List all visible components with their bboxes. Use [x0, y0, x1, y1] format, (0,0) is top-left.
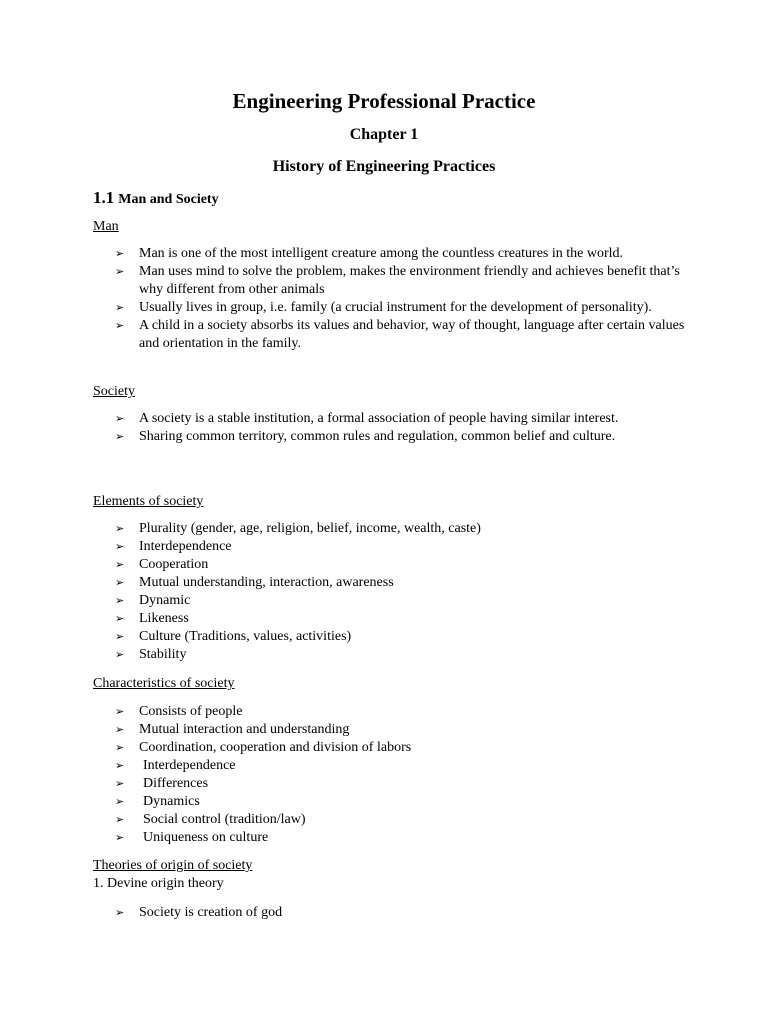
- arrowhead-bullet-icon: ➢: [115, 265, 125, 278]
- list-item: ➢ Differences: [115, 776, 209, 791]
- list-item: ➢ Mutual interaction and understanding: [115, 722, 350, 737]
- arrowhead-bullet-icon: ➢: [115, 247, 125, 260]
- society-heading: Society: [93, 384, 135, 399]
- theories-list: [115, 904, 695, 922]
- list-item: ➢ Consists of people: [115, 704, 243, 719]
- arrowhead-bullet-icon: ➢: [115, 540, 125, 553]
- arrowhead-bullet-icon: ➢: [115, 630, 125, 643]
- list-item: ➢ Dynamics: [115, 794, 200, 809]
- list-item: ➢ Sharing common territory, common rules and regulation, common belief and culture.: [115, 429, 616, 444]
- list-item: ➢ Man is one of the most intelligent creature among the countless creatures in the world.: [115, 246, 624, 261]
- theories-heading: Theories of origin of society: [93, 858, 253, 873]
- chapter-subtitle: History of Engineering Practices: [272, 158, 496, 175]
- arrowhead-bullet-icon: ➢: [115, 412, 125, 425]
- list-item: ➢ Coordination, cooperation and division of labors: [115, 740, 412, 755]
- man-heading: Man: [93, 219, 119, 234]
- list-item: ➢ Likeness: [115, 611, 189, 626]
- arrowhead-bullet-icon: ➢: [115, 522, 125, 535]
- arrowhead-bullet-icon: ➢: [115, 777, 125, 790]
- arrowhead-bullet-icon: ➢: [115, 759, 125, 772]
- list-item: ➢ Society is creation of god: [115, 905, 283, 920]
- arrowhead-bullet-icon: ➢: [115, 319, 125, 332]
- list-item: ➢ Interdependence: [115, 758, 236, 773]
- list-item: ➢ A child in a society absorbs its values and behavior, way of thought, language after certain values and orientation in the family.: [115, 318, 685, 351]
- list-item: ➢ Mutual understanding, interaction, awareness: [115, 575, 394, 590]
- arrowhead-bullet-icon: ➢: [115, 723, 125, 736]
- elements-heading: Elements of society: [93, 494, 204, 509]
- elements-list: [115, 520, 695, 664]
- arrowhead-bullet-icon: ➢: [115, 741, 125, 754]
- arrowhead-bullet-icon: ➢: [115, 430, 125, 443]
- characteristics-list: [115, 703, 695, 847]
- man-list: [115, 245, 695, 353]
- society-list: [115, 410, 695, 446]
- list-item: ➢ A society is a stable institution, a formal association of people having similar interest.: [115, 411, 619, 426]
- list-item: ➢ Usually lives in group, i.e. family (a crucial instrument for the development of personality).: [115, 300, 652, 315]
- arrowhead-bullet-icon: ➢: [115, 813, 125, 826]
- characteristics-heading: Characteristics of society: [93, 676, 235, 691]
- arrowhead-bullet-icon: ➢: [115, 906, 125, 919]
- section-heading: [93, 186, 219, 212]
- chapter-heading: Chapter 1: [349, 126, 419, 143]
- arrowhead-bullet-icon: ➢: [115, 301, 125, 314]
- arrowhead-bullet-icon: ➢: [115, 558, 125, 571]
- section-number: 1.1: [93, 188, 115, 207]
- list-item: ➢ Culture (Traditions, values, activities): [115, 629, 352, 644]
- arrowhead-bullet-icon: ➢: [115, 594, 125, 607]
- arrowhead-bullet-icon: ➢: [115, 612, 125, 625]
- list-item: ➢ Social control (tradition/law): [115, 812, 306, 827]
- arrowhead-bullet-icon: ➢: [115, 648, 125, 661]
- arrowhead-bullet-icon: ➢: [115, 795, 125, 808]
- list-item: ➢ Interdependence: [115, 539, 232, 554]
- document-title: Engineering Professional Practice: [232, 89, 536, 113]
- list-item: ➢ Cooperation: [115, 557, 209, 572]
- list-item: ➢ Uniqueness on culture: [115, 830, 269, 845]
- list-item: ➢ Plurality (gender, age, religion, belief, income, wealth, caste): [115, 521, 481, 536]
- arrowhead-bullet-icon: ➢: [115, 576, 125, 589]
- list-item: ➢ Stability: [115, 647, 187, 662]
- list-item: ➢ Man uses mind to solve the problem, makes the environment friendly and achieves benefit that’s why different from other animals: [115, 264, 680, 297]
- section-title: Man and Society: [118, 192, 219, 207]
- arrowhead-bullet-icon: ➢: [115, 705, 125, 718]
- arrowhead-bullet-icon: ➢: [115, 831, 125, 844]
- list-item: ➢ Dynamic: [115, 593, 191, 608]
- theory-subheading: 1. Devine origin theory: [93, 876, 224, 891]
